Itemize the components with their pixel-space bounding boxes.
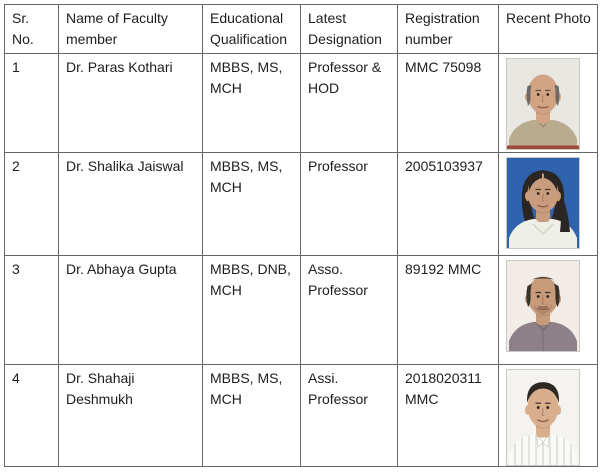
photo-cell xyxy=(499,153,598,256)
designation-cell: Professor & HOD xyxy=(301,54,398,153)
faculty-row xyxy=(5,153,598,256)
qualification-cell: MBBS, MS, MCH xyxy=(203,365,301,467)
registration-cell: 2005103937 xyxy=(398,153,499,256)
header-sr-no: Sr. No. xyxy=(5,5,59,54)
faculty-row xyxy=(5,256,598,365)
photo-cell xyxy=(499,54,598,153)
header-registration: Registration number xyxy=(398,5,499,54)
header-designation: Latest Designation xyxy=(301,5,398,54)
designation-cell: Assi. Professor xyxy=(301,365,398,467)
sr-cell: 2 xyxy=(5,153,59,256)
sr-cell: 3 xyxy=(5,256,59,365)
header-qualification: Educational Qualification xyxy=(203,5,301,54)
faculty-row xyxy=(5,365,598,467)
registration-cell: 2018020311 MMC xyxy=(398,365,499,467)
registration-cell: 89192 MMC xyxy=(398,256,499,365)
faculty-table xyxy=(4,4,598,467)
qualification-cell: MBBS, MS, MCH xyxy=(203,54,301,153)
header-faculty-name: Name of Faculty member xyxy=(59,5,203,54)
faculty-photo xyxy=(506,260,580,352)
registration-cell: MMC 75098 xyxy=(398,54,499,153)
photo-cell xyxy=(499,365,598,467)
sr-cell: 1 xyxy=(5,54,59,153)
name-cell: Dr. Paras Kothari xyxy=(59,54,203,153)
qualification-cell: MBBS, MS, MCH xyxy=(203,153,301,256)
header-row xyxy=(5,5,598,54)
photo-cell xyxy=(499,256,598,365)
faculty-photo xyxy=(506,369,580,466)
faculty-photo xyxy=(506,58,580,150)
name-cell: Dr. Shahaji Deshmukh xyxy=(59,365,203,467)
qualification-cell: MBBS, DNB, MCH xyxy=(203,256,301,365)
name-cell: Dr. Abhaya Gupta xyxy=(59,256,203,365)
faculty-row xyxy=(5,54,598,153)
faculty-photo xyxy=(506,157,580,249)
designation-cell: Professor xyxy=(301,153,398,256)
name-cell: Dr. Shalika Jaiswal xyxy=(59,153,203,256)
header-photo: Recent Photo xyxy=(499,5,598,54)
sr-cell: 4 xyxy=(5,365,59,467)
designation-cell: Asso. Professor xyxy=(301,256,398,365)
